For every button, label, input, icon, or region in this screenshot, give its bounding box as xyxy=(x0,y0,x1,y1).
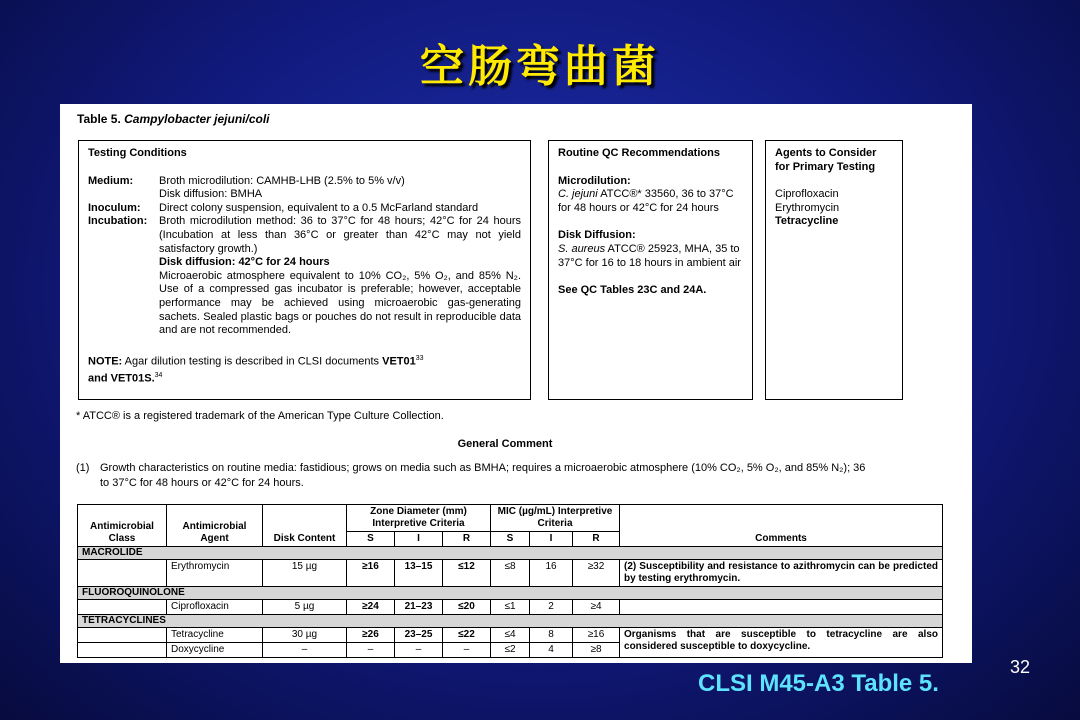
qc-see-tables: See QC Tables 23C and 24A. xyxy=(558,284,707,297)
qc-disk-text xyxy=(558,243,743,270)
cell-zone-r: – xyxy=(443,643,491,658)
header-disk: Disk Content xyxy=(263,505,347,547)
qc-disk-heading: Disk Diffusion: xyxy=(558,229,636,242)
cell-zone-i: 21–23 xyxy=(395,600,443,615)
general-comment-title: General Comment xyxy=(457,438,553,450)
agent-item: Tetracycline xyxy=(775,215,839,228)
cell-comment xyxy=(620,600,943,615)
atcc-footnote: * ATCC® is a registered trademark of the American Type Culture Collection. xyxy=(76,410,444,422)
header-mic-i: I xyxy=(530,532,573,547)
note-ref1: 33 xyxy=(415,354,424,362)
cell-mic-s: ≤1 xyxy=(491,600,530,615)
comment-line: Growth characteristics on routine media: fastidious; grows on media such as BMHA; requires a microaerobic atmosphere (10% CO₂, 5% O₂, and 85% N₂); 36 xyxy=(100,462,866,474)
cell-agent: Erythromycin xyxy=(167,560,263,587)
antimicrobial-table xyxy=(77,504,943,658)
cell-mic-s: ≤2 xyxy=(491,643,530,658)
general-comment-text xyxy=(76,461,934,490)
caption-organism: Campylobacter jejuni/coli xyxy=(124,112,270,126)
header-mic-r: R xyxy=(573,532,620,547)
page-number: 32 xyxy=(1010,657,1031,677)
agent-item: Ciprofloxacin xyxy=(775,188,839,201)
note-label: NOTE: xyxy=(88,355,123,368)
class-row xyxy=(78,587,943,600)
note-doc1: VET01 xyxy=(382,355,416,368)
header-mic-group: MIC (µg/mL) Interpretive Criteria xyxy=(491,505,620,532)
qc-recommendations-box xyxy=(548,140,753,400)
incubation-value: Broth microdilution method: 36 to 37°C for 48 hours; 42°C for 24 hours (Incubation at less than 36°C or greater than 42°C may not yield satisfactory growth.) xyxy=(159,215,521,255)
class-row xyxy=(78,547,943,560)
header-zone-i: I xyxy=(395,532,443,547)
cell-comment: (2) Susceptibility and resistance to azithromycin can be predicted by testing erythromycin. xyxy=(620,560,943,587)
header-zone-group: Zone Diameter (mm) Interpretive Criteria xyxy=(347,505,491,532)
document-scan xyxy=(60,104,972,663)
comment-number: (1) xyxy=(76,462,90,474)
qc-micro-detail: ATCC®* 33560, 36 to 37°C for 48 hours or 42°C for 24 hours xyxy=(558,188,734,214)
qc-micro-organism: C. jejuni xyxy=(558,188,598,201)
medium-label: Medium: xyxy=(88,174,134,187)
cell-mic-s: ≤4 xyxy=(491,628,530,643)
table-row xyxy=(78,560,943,587)
cell-mic-r: ≥4 xyxy=(573,600,620,615)
medium-line: Disk diffusion: BMHA xyxy=(159,188,263,201)
cell-zone-s: – xyxy=(347,643,395,658)
cell-zone-r: ≤12 xyxy=(443,560,491,587)
primary-agents-box xyxy=(765,140,903,400)
note-text: Agar dilution testing is described in CLSI documents xyxy=(122,355,383,368)
agents-title: Agents to Consider for Primary Testing xyxy=(775,147,877,173)
cell-disk: 15 µg xyxy=(263,560,347,587)
cell-agent: Tetracycline xyxy=(167,628,263,643)
cell-comment: Organisms that are susceptible to tetracycline are also considered susceptible to doxycycline. xyxy=(620,628,943,658)
qc-disk-detail: ATCC® 25923, MHA, 35 to 37°C for 16 to 18 hours in ambient air xyxy=(558,242,741,269)
header-mic-s: S xyxy=(491,532,530,547)
cell-zone-r: ≤20 xyxy=(443,600,491,615)
cell-zone-r: ≤22 xyxy=(443,628,491,643)
class-name: TETRACYCLINES xyxy=(78,615,943,628)
header-zone-r: R xyxy=(443,532,491,547)
qc-disk-organism: S. aureus xyxy=(558,242,606,255)
medium-line: Broth microdilution: CAMHB-LHB (2.5% to 5% v/v) xyxy=(159,174,405,187)
class-name: MACROLIDE xyxy=(78,547,943,560)
incubation-label: Incubation: xyxy=(88,215,148,228)
cell-zone-s: ≥16 xyxy=(347,560,395,587)
cell-agent: Ciprofloxacin xyxy=(167,600,263,615)
source-citation: CLSI M45-A3 Table 5. xyxy=(698,670,939,697)
cell-zone-i: – xyxy=(395,643,443,658)
header-comments: Comments xyxy=(620,505,943,547)
cell-agent: Doxycycline xyxy=(167,643,263,658)
qc-micro-text xyxy=(558,188,743,215)
cell-zone-i: 13–15 xyxy=(395,560,443,587)
class-row xyxy=(78,615,943,628)
qc-micro-heading: Microdilution: xyxy=(558,174,631,187)
cell-mic-i: 16 xyxy=(530,560,573,587)
cell-mic-r: ≥8 xyxy=(573,643,620,658)
note-doc2: and VET01S. xyxy=(88,372,155,385)
cell-mic-i: 8 xyxy=(530,628,573,643)
cell-mic-i: 4 xyxy=(530,643,573,658)
inoculum-value: Direct colony suspension, equivalent to a 0.5 McFarland standard xyxy=(159,201,479,214)
cell-disk: 30 µg xyxy=(263,628,347,643)
note xyxy=(88,352,521,387)
disk-diffusion-text: Microaerobic atmosphere equivalent to 10% CO₂, 5% O₂, and 85% N₂. Use of a compressed gas incubator is preferable; however, acceptable performance may be achieved using microaerobic gas-generating sachets. Sealed plastic bags or pouches do not result in reproducible data and are not recommended. xyxy=(159,269,521,337)
disk-diffusion-heading: Disk diffusion: 42°C for 24 hours xyxy=(159,256,330,269)
cell-mic-r: ≥16 xyxy=(573,628,620,643)
caption-prefix: Table 5. xyxy=(77,112,125,126)
class-name: FLUOROQUINOLONE xyxy=(78,587,943,600)
cell-mic-i: 2 xyxy=(530,600,573,615)
table-header-row xyxy=(78,505,943,532)
table-caption xyxy=(77,112,270,126)
agent-item: Erythromycin xyxy=(775,201,840,214)
cell-zone-s: ≥24 xyxy=(347,600,395,615)
testing-conditions-title: Testing Conditions xyxy=(88,147,187,159)
table-row xyxy=(78,600,943,615)
header-zone-s: S xyxy=(347,532,395,547)
note-ref2: 34 xyxy=(154,371,163,379)
header-agent: Antimicrobial Agent xyxy=(167,505,263,547)
cell-mic-s: ≤8 xyxy=(491,560,530,587)
slide-title: 空肠弯曲菌 xyxy=(420,41,660,92)
cell-zone-s: ≥26 xyxy=(347,628,395,643)
qc-title: Routine QC Recommendations xyxy=(558,147,720,159)
cell-disk: – xyxy=(263,643,347,658)
comment-line: to 37°C for 48 hours or 42°C for 24 hours. xyxy=(100,476,304,489)
inoculum-label: Inoculum: xyxy=(88,201,141,214)
testing-conditions-box xyxy=(78,140,531,400)
table-row xyxy=(78,628,943,643)
header-class: Antimicrobial Class xyxy=(78,505,167,547)
cell-disk: 5 µg xyxy=(263,600,347,615)
cell-zone-i: 23–25 xyxy=(395,628,443,643)
cell-mic-r: ≥32 xyxy=(573,560,620,587)
